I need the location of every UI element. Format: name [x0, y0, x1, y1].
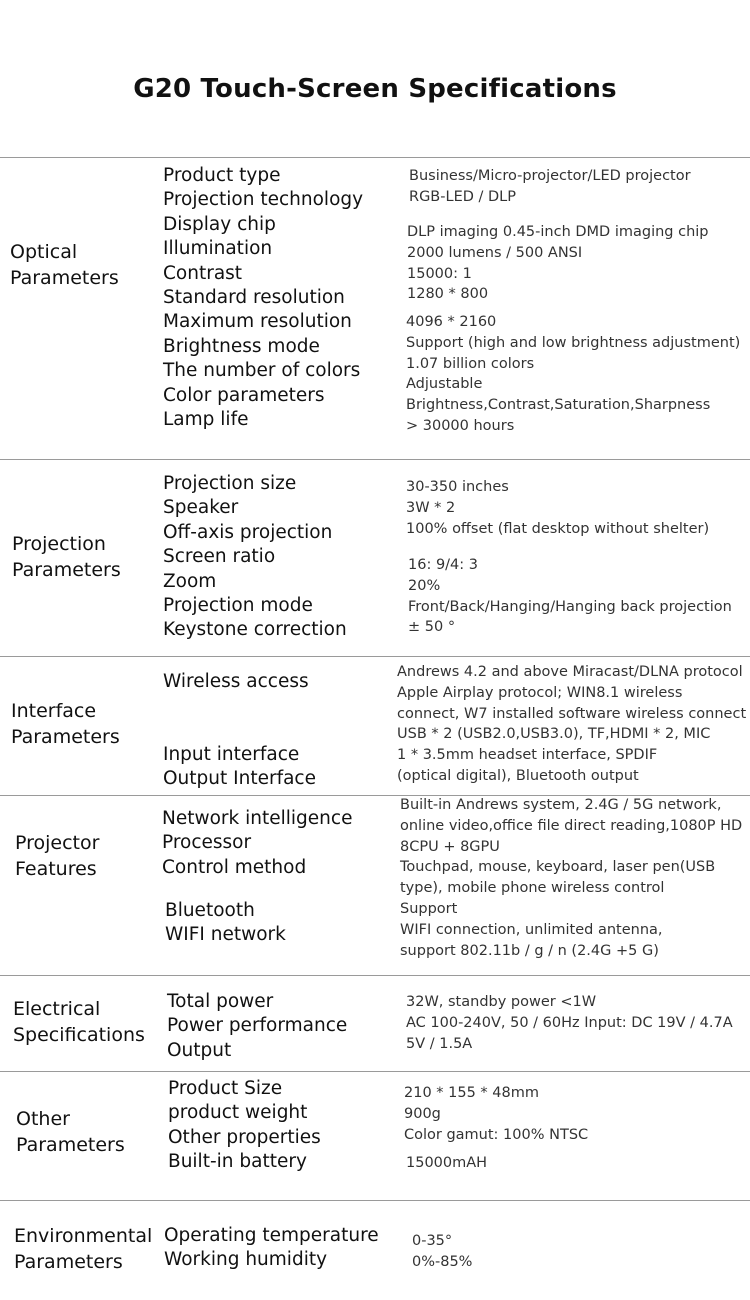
- param-value: USB * 2 (USB2.0,USB3.0), TF,HDMI * 2, MIC: [397, 726, 711, 743]
- param-value: Apple Airplay protocol; WIN8.1 wireless: [397, 684, 683, 701]
- param-label: Operating temperature: [164, 1225, 379, 1246]
- param-value: 8CPU + 8GPU: [400, 838, 500, 855]
- category-line: Other: [16, 1108, 70, 1130]
- param-label: Output: [167, 1039, 232, 1061]
- param-value: connect, W7 installed software wireless connect: [397, 705, 747, 722]
- section-category-label: [12, 531, 121, 583]
- divider: [0, 975, 750, 976]
- param-labels: [163, 743, 316, 792]
- param-label: product weight: [168, 1102, 308, 1124]
- param-labels: [162, 807, 352, 880]
- param-label: Off-axis projection: [163, 521, 333, 543]
- param-labels: [167, 990, 347, 1063]
- param-value: AC 100-240V, 50 / 60Hz Input: DC 19V / 4.7A: [406, 1014, 733, 1031]
- param-value: 0%-85%: [412, 1253, 473, 1270]
- param-value: 100% offset (flat desktop without shelter): [406, 520, 710, 537]
- param-value: 32W, standby power <1W: [406, 994, 597, 1010]
- category-line: Parameters: [14, 1251, 123, 1273]
- param-value: type), mobile phone wireless control: [400, 880, 665, 897]
- param-value: 0-35°: [412, 1233, 453, 1249]
- page-title: G20 Touch-Screen Specifications: [133, 74, 617, 104]
- param-label: Zoom: [163, 570, 217, 592]
- param-labels: [163, 164, 363, 432]
- divider: [0, 1200, 750, 1201]
- param-label: Processor: [162, 832, 252, 854]
- param-label: Working humidity: [164, 1249, 328, 1271]
- param-value: 20%: [408, 577, 441, 594]
- param-label: Control method: [162, 856, 307, 878]
- param-label: Speaker: [163, 497, 239, 519]
- param-label: Network intelligence: [162, 808, 353, 829]
- param-values: [412, 1231, 472, 1273]
- param-value: 15000mAH: [406, 1155, 488, 1171]
- param-label: Illumination: [163, 238, 273, 260]
- param-values: [406, 477, 709, 539]
- category-line: Parameters: [12, 559, 121, 581]
- param-label: Projection mode: [163, 595, 313, 617]
- param-value: 15000: 1: [407, 265, 472, 282]
- param-label: Standard resolution: [163, 287, 345, 309]
- param-value: ± 50 °: [408, 619, 456, 636]
- param-label: Keystone correction: [163, 619, 347, 641]
- param-value: Front/Back/Hanging/Hanging back projection: [408, 598, 732, 615]
- param-value: Support: [400, 900, 458, 917]
- param-values: [409, 166, 691, 208]
- param-label: Other properties: [168, 1126, 321, 1148]
- param-value: 16: 9/4: 3: [408, 557, 479, 573]
- param-value: Business/Micro-projector/LED projector: [409, 168, 691, 184]
- param-labels: [163, 670, 309, 694]
- category-line: Electrical: [13, 998, 101, 1020]
- param-value: 210 * 155 * 48mm: [404, 1085, 539, 1101]
- param-values: [408, 555, 732, 638]
- param-label: Lamp life: [163, 409, 249, 431]
- param-label: Output Interface: [163, 768, 316, 790]
- param-label: Product Size: [168, 1078, 283, 1099]
- param-label: Total power: [167, 991, 274, 1012]
- param-value: Built-in Andrews system, 2.4G / 5G network,: [400, 797, 722, 813]
- param-value: > 30000 hours: [406, 417, 515, 434]
- category-line: Parameters: [11, 726, 120, 748]
- param-values: [406, 992, 733, 1054]
- param-value: Color gamut: 100% NTSC: [404, 1126, 589, 1143]
- param-value: 1.07 billion colors: [406, 355, 535, 372]
- param-value: WIFI connection, unlimited antenna,: [400, 921, 663, 938]
- param-value: 5V / 1.5A: [406, 1035, 473, 1052]
- section-category-label: [16, 1106, 125, 1158]
- param-label: Brightness mode: [163, 335, 320, 357]
- param-value: Andrews 4.2 and above Miracast/DLNA protocol: [397, 664, 743, 680]
- category-line: Parameters: [16, 1134, 125, 1156]
- param-value: Support (high and low brightness adjustment): [406, 334, 741, 351]
- category-line: Projection: [12, 533, 106, 555]
- param-value: Brightness,Contrast,Saturation,Sharpness: [406, 397, 711, 414]
- param-values: [400, 795, 742, 961]
- section-category-label: [14, 1223, 152, 1275]
- param-value: 900g: [404, 1105, 441, 1122]
- param-label: Projection size: [163, 473, 297, 494]
- section-category-label: [15, 830, 99, 882]
- param-labels: [168, 1077, 321, 1175]
- category-line: Environmental: [14, 1225, 153, 1247]
- param-labels: [163, 472, 347, 643]
- param-value: (optical digital), Bluetooth output: [397, 767, 639, 784]
- divider: [0, 157, 750, 158]
- param-label: Maximum resolution: [163, 311, 352, 333]
- param-values: [407, 222, 709, 305]
- category-line: Specifications: [13, 1024, 145, 1046]
- param-label: Input interface: [163, 744, 300, 765]
- param-label: Power performance: [167, 1015, 348, 1037]
- param-label: Bluetooth: [165, 900, 255, 921]
- divider: [0, 1071, 750, 1072]
- param-labels: [165, 899, 286, 948]
- param-label: Display chip: [163, 213, 276, 235]
- param-value: RGB-LED / DLP: [409, 188, 516, 205]
- param-value: 1 * 3.5mm headset interface, SPDIF: [397, 747, 658, 764]
- param-label: WIFI network: [165, 924, 286, 946]
- param-labels: [164, 1224, 379, 1273]
- param-label: Screen ratio: [163, 546, 276, 568]
- divider: [0, 459, 750, 460]
- divider: [0, 656, 750, 657]
- param-label: Color parameters: [163, 384, 325, 406]
- category-line: Features: [15, 858, 97, 880]
- param-value: 2000 lumens / 500 ANSI: [407, 244, 583, 261]
- param-values: [397, 662, 746, 787]
- param-value: support 802.11b / g / n (2.4G +5 G): [400, 942, 659, 959]
- section-category-label: [13, 996, 145, 1048]
- param-value: DLP imaging 0.45-inch DMD imaging chip: [407, 224, 709, 240]
- param-value: Adjustable: [406, 376, 483, 393]
- category-line: Interface: [11, 700, 97, 722]
- section-category-label: [11, 698, 120, 750]
- section-category-label: [10, 239, 119, 291]
- param-label: Projection technology: [163, 189, 364, 211]
- param-value: 1280 * 800: [407, 286, 489, 303]
- category-line: Optical: [10, 241, 78, 263]
- param-value: 30-350 inches: [406, 479, 509, 495]
- param-value: online video,office file direct reading,1080P HD: [400, 817, 743, 834]
- category-line: Projector: [15, 832, 100, 854]
- param-values: [406, 312, 740, 437]
- param-label: Contrast: [163, 262, 243, 284]
- category-line: Parameters: [10, 267, 119, 289]
- param-values: [404, 1083, 588, 1145]
- param-label: Wireless access: [163, 671, 309, 692]
- param-value: Touchpad, mouse, keyboard, laser pen(USB: [400, 859, 716, 876]
- param-values: [406, 1153, 487, 1174]
- param-label: Built-in battery: [168, 1151, 307, 1173]
- param-label: The number of colors: [163, 360, 361, 382]
- param-value: 4096 * 2160: [406, 314, 497, 330]
- param-label: Product type: [163, 165, 281, 186]
- param-value: 3W * 2: [406, 499, 456, 516]
